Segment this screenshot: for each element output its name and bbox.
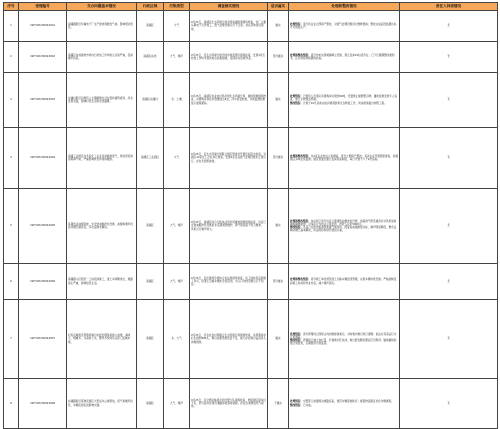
cell-handling: [289, 300, 400, 379]
table-row: [4, 11, 498, 42]
header-true: 是否属实: [268, 3, 289, 11]
cell-accountability: 无: [400, 73, 498, 128]
cell-true: 部分属实: [268, 42, 289, 73]
table-row: [4, 379, 498, 429]
handling-text: 已组织人员清运河道两岸垃圾约60吨，设置禁止倾倒警示牌；属地街道安排专人巡查，建立长效保洁机制。: [290, 95, 398, 102]
cell-type: 大气: [164, 128, 190, 189]
handling-tag: 处理情况：: [290, 95, 303, 99]
header-investigation: 调查核实情况: [190, 3, 268, 11]
cell-id: X2HY20230924001: [19, 11, 67, 42]
cell-true: 部分属实: [268, 264, 289, 300]
table-row: [4, 42, 498, 73]
cell-problem: 南湖路小区附近一工地夜间施工，渣土车频繁进出，道路扬尘严重，影响居民生活。: [67, 264, 137, 300]
table-row: [4, 189, 498, 264]
handling-tag: 处理和整改情况：: [290, 278, 311, 282]
cell-accountability: 无: [400, 264, 498, 300]
table-row: [4, 73, 498, 128]
handling-text: 责令施工单位规范渣土运输车辆密闭管理，完善车辆冲洗设施；严格控制夜间施工时间和作业内容，减少噪声扰民。: [290, 278, 397, 285]
cell-id: X2HY20230924008: [19, 379, 67, 429]
header-region: 行政区域: [137, 3, 164, 11]
handling-text: 对2家企业依法立案调查，责令立即停产整改；其余企业开展隐患排查，加强园区异味在线监测；园区管委会建立夜间巡查制度，每日开展不少于2次巡查。: [290, 154, 398, 161]
cell-id: X2HY20230924004: [19, 128, 67, 189]
cell-no: 1: [4, 11, 19, 42]
cell-handling: [289, 73, 400, 128]
cell-id: X2HY20230924005: [19, 189, 67, 264]
cell-type: 大气、噪声: [164, 379, 190, 429]
table-row: [4, 128, 498, 189]
cell-region: 南湖区: [137, 189, 164, 264]
cell-type: 大气、噪声: [164, 189, 190, 264]
handling-text: 责令作坊完善喷淋降尘设施，禁止夜间22时后作业；已下达限期整改通知书，区分局将持续跟踪检查。: [290, 53, 395, 60]
cell-no: 8: [4, 379, 19, 429]
cell-investigation: 9月25日，南湖区生态环境分局会同南湖街道现场核查，该厂主要从事电子元件加工，废气处理设施运行不正常，存在异味扰民现象。: [190, 11, 268, 42]
rectification-tag: 整改情况：: [290, 226, 303, 229]
cell-problem: 东湖路附近某物流园区大型货车占道停放，尾气和噪声扰民，车辆乱停乱放影响交通。: [67, 379, 137, 429]
cell-no: 6: [4, 264, 19, 300]
cell-region: 南湖区: [137, 379, 164, 429]
cell-region: 南湖区: [137, 300, 164, 379]
header-no: 序号: [4, 3, 19, 11]
cell-handling: [289, 11, 400, 42]
cell-accountability: 无: [400, 189, 498, 264]
cell-accountability: 无: [400, 300, 498, 379]
handling-text: 执法局已责令该店立即清洗油烟净化设施，加高排气筒至楼顶并对风机加装减振降噪装置；对违法行为依法立案处罚，罚款人民币5000元。: [290, 219, 397, 226]
cell-true: 部分属实: [268, 128, 289, 189]
header-id: 受理编号: [19, 3, 67, 11]
cell-no: 2: [4, 42, 19, 73]
cell-problem: 村民反映附近养殖场粪污未经处理直接排入沟渠，臭味大，蚊蝇多，污染地下水，群众多次向有关部门反映未果。: [67, 300, 137, 379]
handling-tag: 处理和整改情况：: [290, 154, 311, 158]
table-row: [4, 264, 498, 300]
cell-true: 属实: [268, 11, 289, 42]
cell-region: 南湖区: [137, 264, 164, 300]
cell-investigation: 9月25日，区生态环境分局联合园区管委会开展夜间突击检查，对园区12家化工企业进行排查，发现2家企业废气处理设施未正常运行，存在无组织排放。: [190, 128, 268, 189]
cell-investigation: 9月25日，区住建局会同综合执法局现场检查，该工地持有夜间施工许可，但渣土运输车辆未全部密闭，出入口冲洗设施运行不到位。: [190, 264, 268, 300]
handling-tag: 处理情况：: [290, 332, 303, 336]
cell-type: 水、大气: [164, 300, 190, 379]
cell-no: 4: [4, 128, 19, 189]
header-row: [4, 3, 498, 11]
cell-no: 3: [4, 73, 19, 128]
cell-region: 南湖区工业园区: [137, 128, 164, 189]
cell-id: X2HY20230924006: [19, 264, 67, 300]
cell-region: 南湖区: [137, 11, 164, 42]
complaint-table: [3, 2, 498, 429]
rectification-text: 已完成。: [302, 403, 314, 407]
cell-investigation: 9月25日，区交通运输局会同交警大队现场检查，物流园区停车位不足，部分货车在周边道路停放等待装卸，存在怠速排放尾气现象。: [190, 379, 268, 429]
rectification-tag: 整改情况：: [290, 403, 303, 407]
cell-true: 属实: [268, 189, 289, 264]
cell-id: X2HY20230924007: [19, 300, 67, 379]
cell-handling: [289, 128, 400, 189]
cell-type: 大气、噪声: [164, 264, 190, 300]
cell-problem: 南湖路附近华瑞电子厂生产排放刺激性气体，影响周边居民。: [67, 11, 137, 42]
header-problem: 交办问题基本情况: [67, 3, 137, 11]
cell-accountability: 无: [400, 379, 498, 429]
cell-handling: [289, 189, 400, 264]
rectification-tag: 整改情况：: [290, 101, 303, 105]
cell-handling: [289, 379, 400, 429]
handling-tag: 处理和整改情况：: [290, 53, 311, 57]
cell-accountability: 无: [400, 42, 498, 73]
handling-tag: 处理情况：: [290, 22, 303, 26]
cell-no: 7: [4, 300, 19, 379]
cell-region: 南湖区东湖村: [137, 73, 164, 128]
cell-handling: [289, 264, 400, 300]
cell-problem: 南湖区东郊建材市场内石材加工作坊粉尘污染严重，夜间噪声扰民。: [67, 42, 137, 73]
cell-true: 属实: [268, 300, 289, 379]
cell-investigation: 9月25日，区农业农村局联合生态环境分局现场核查，该养殖场存栏生猪约800头，粪污处理设施容量不足，雨天存在粪污溢流进入沟渠现象。: [190, 300, 268, 379]
rectification-text: 养殖场已减少存栏量，扩建粪污贮存池，粪污经发酵处理后还田利用；属地镇街加强日常监管，定期组织开展复查。: [290, 339, 397, 346]
cell-type: 大气、噪声: [164, 42, 190, 73]
cell-investigation: 9月25日，区生态环境分局会同市场监管所现场检查，发现3家石材加工作坊未落实粉尘收集措施，夜间存在违规作业。: [190, 42, 268, 73]
rectification-tag: 整改情况：: [290, 339, 303, 342]
table-row: [4, 300, 498, 379]
handling-text: 责令该企业立即停产整改，对废气处理设施进行维修更换；整改完成后经监测达标方可恢复生产。: [290, 22, 397, 29]
rectification-text: 计划于10月底前完成河道清淤和生态修复工作，同步推进截污纳管工程。: [302, 101, 387, 105]
cell-id: X2HY20230924002: [19, 42, 67, 73]
cell-region: 南湖区东郊: [137, 42, 164, 73]
cell-accountability: 无: [400, 128, 498, 189]
handling-text: 交警部门加强周边道路巡查，规范车辆停放秩序；督促物流园区优化车辆调度。: [302, 400, 394, 404]
cell-type: 水、土壤: [164, 73, 190, 128]
cell-true: 属实: [268, 73, 289, 128]
handling-tag: 处理和整改情况：: [290, 219, 311, 223]
header-accountability: 责任人问责情况: [400, 3, 498, 11]
cell-true: 不属实: [268, 379, 289, 429]
header-handling: 处理和整改情况: [289, 3, 400, 11]
rectification-text: 该店已完成设施清洗和排气筒改造，经复查油烟排放达标，噪声明显降低，群众反映问题已基本解决，执法局将持续开展回头看。: [290, 226, 397, 233]
cell-handling: [289, 42, 400, 73]
handling-text: 责令养殖场立即停止向沟渠排放粪污，对沟渠内粪污进行清理；依法对其违法行为立案调查。: [290, 332, 397, 339]
cell-accountability: 无: [400, 11, 498, 42]
cell-problem: 某餐饮店油烟直排，未安装油烟净化设施，油烟和噪声扰民问题长期存在，多次反映未解决。: [67, 189, 137, 264]
handling-tag: 处理情况：: [290, 400, 303, 404]
header-type: 污染类型: [164, 3, 190, 11]
cell-problem: 南湖工业园区内多家化工企业夜间偷排废气，周边居民闻到刺鼻气味，严重影响休息和身体健康。: [67, 128, 137, 189]
cell-problem: 东湖村附近河道有人长期倾倒生活垃圾和建筑废料，河水发黑发臭，影响村民生活和农田灌溉。: [67, 73, 137, 128]
cell-no: 5: [4, 189, 19, 264]
cell-investigation: 9月25日，南湖区农业农村局会同生态环境分局、属地街道现场核查，河道两岸存在垃圾堆放点4处，河水感官较差，水质监测结果显示氨氮超标。: [190, 73, 268, 128]
cell-type: 大气: [164, 11, 190, 42]
cell-id: X2HY20230924003: [19, 73, 67, 128]
cell-investigation: 9月25日，南湖区综合行政执法局会同属地街道现场检查，该店已安装油烟净化设施但未定期清洗维护，排气筒高度不符合要求，风机运行噪声较大。: [190, 189, 268, 264]
